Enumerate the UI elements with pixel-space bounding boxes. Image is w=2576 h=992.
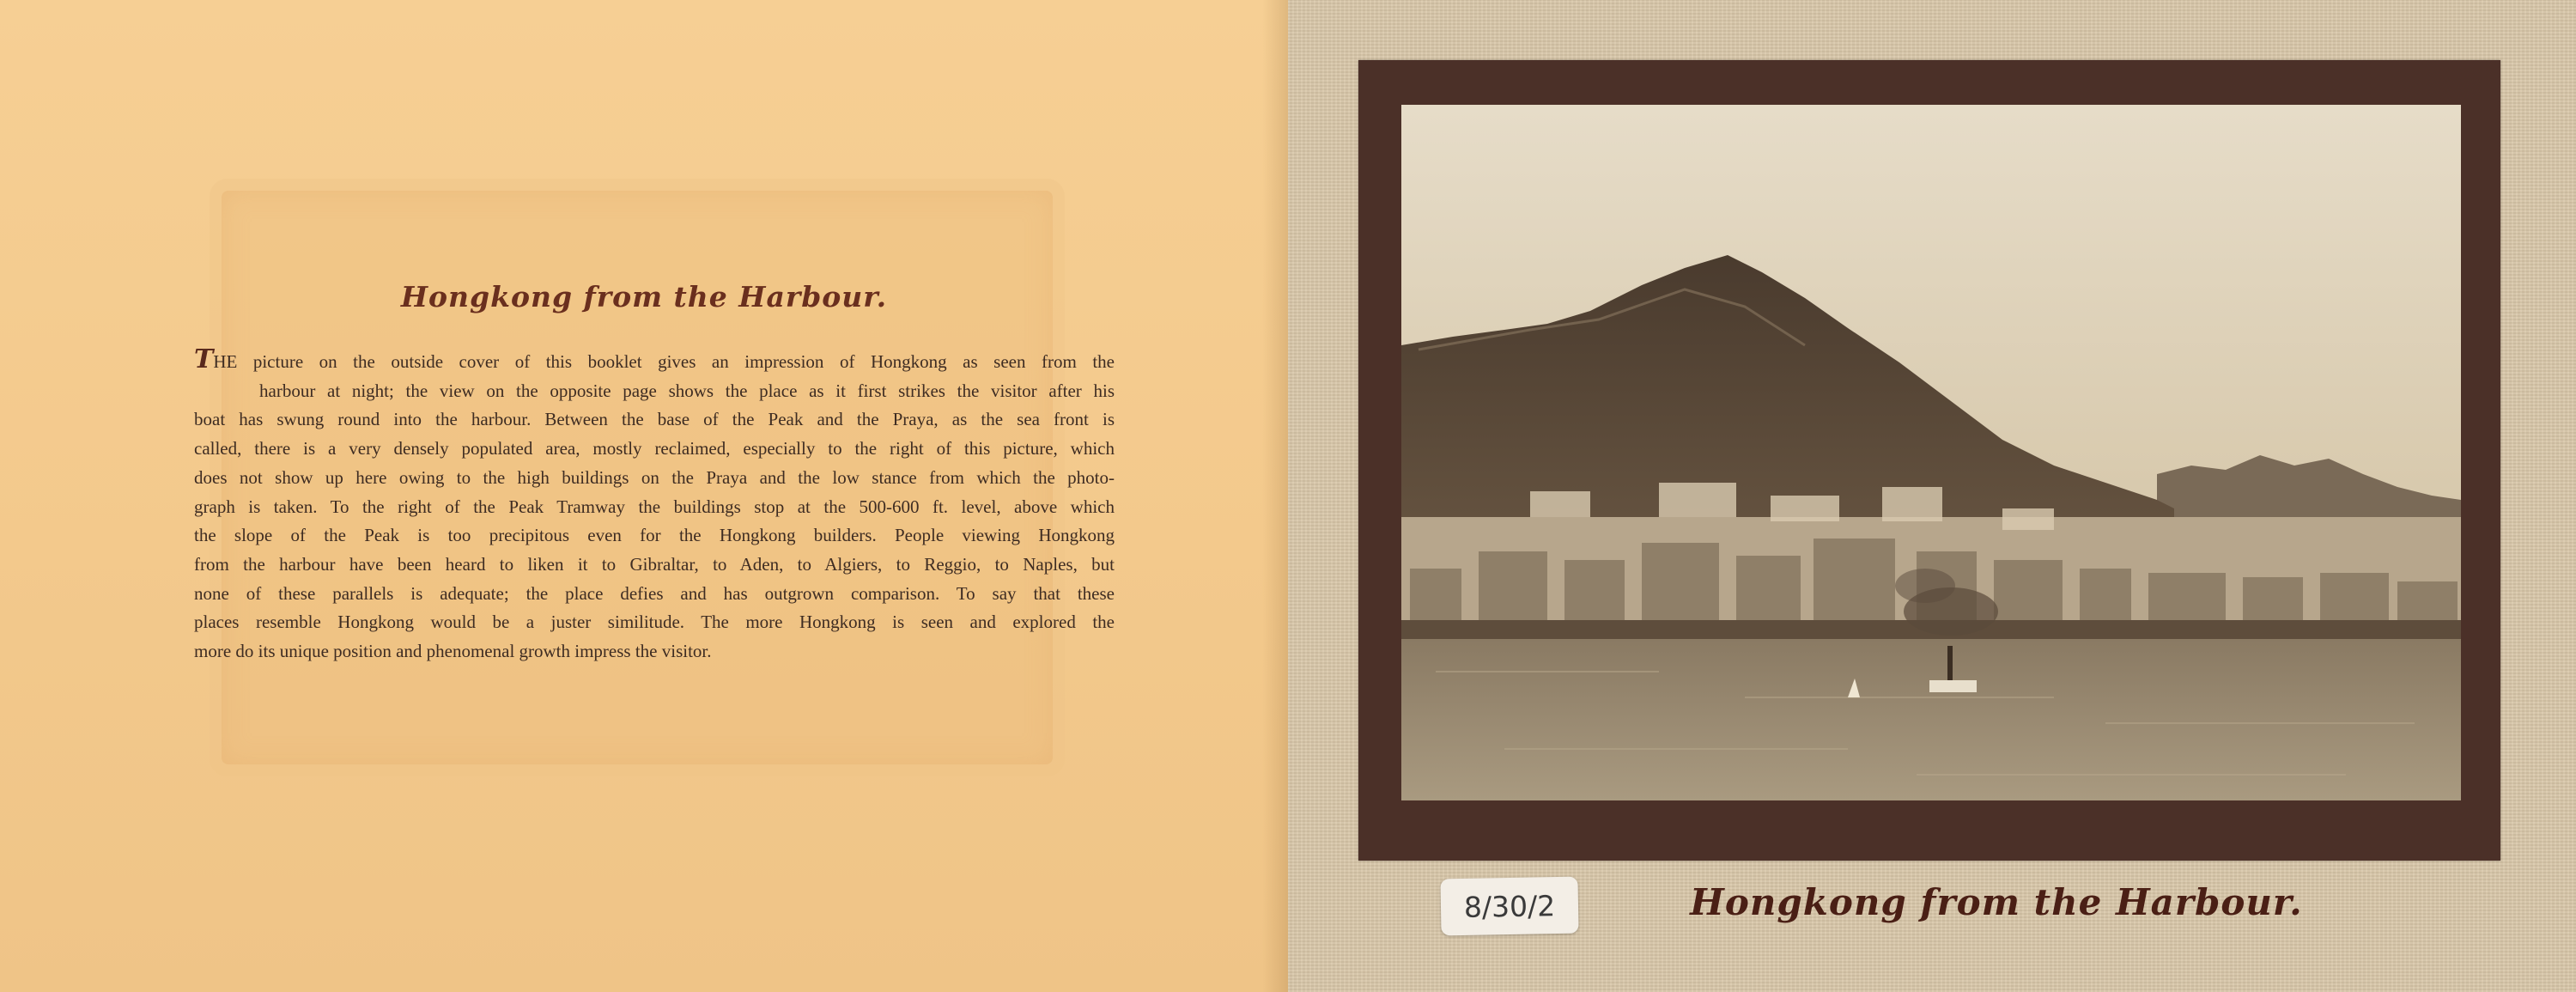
photo-frame (1358, 60, 2500, 861)
text-line-3: boat has swung round into the harbour. Between the base of the Peak and the Praya, as the sea front is (194, 409, 1115, 430)
text-line-4: called, there is a very densely populated area, mostly reclaimed, especially to the right of this picture, which (194, 438, 1115, 459)
text-line-7: the slope of the Peak is too precipitous even for the Hongkong builders. People viewing Hongkong (194, 525, 1115, 546)
text-line-11: more do its unique position and phenomenal growth impress the visitor. (194, 641, 712, 662)
body-text (194, 345, 1115, 666)
text-line-6: graph is taken. To the right of the Peak Tramway the buildings stop at the 500-600 ft. level, above which (194, 496, 1115, 517)
text-line-9: none of these parallels is adequate; the place defies and has outgrown comparison. To say that these (194, 582, 1115, 604)
page-title: Hongkong from the Harbour. (400, 280, 888, 313)
right-page (1288, 0, 2576, 992)
text-line-10: places resemble Hongkong would be a juster similitude. The more Hongkong is seen and explored the (194, 612, 1115, 633)
harbour-photo-illustration (1401, 105, 2461, 800)
drop-cap: T (194, 344, 214, 374)
text-line-1: THE picture on the outside cover of this booklet gives an impression of Hongkong as seen from the (194, 344, 1115, 374)
text-line-5: does not show up here owing to the high buildings on the Praya and the low stance from which the photo- (194, 466, 1115, 488)
text-line-2: harbour at night; the view on the opposite page shows the place as it first strikes the visitor after his (259, 380, 1115, 401)
harbour-photo (1401, 105, 2461, 800)
archive-stamp: 8/30/2 (1440, 877, 1578, 936)
text-line-8: from the harbour have been heard to liken it to Gibraltar, to Aden, to Algiers, to Reggio, to Naples, but (194, 553, 1115, 575)
photo-caption: Hongkong from the Harbour. (1690, 881, 2303, 923)
